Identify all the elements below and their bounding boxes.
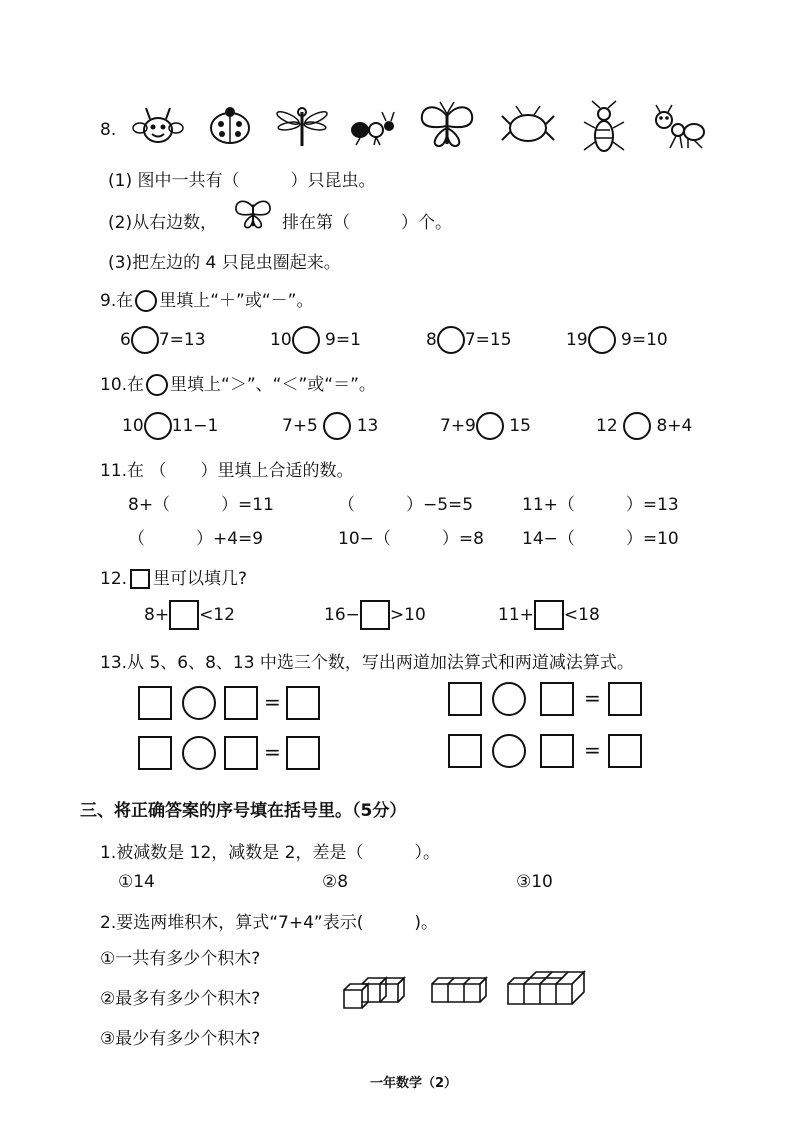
operand: 15 — [509, 416, 531, 436]
operand: 10 — [270, 330, 292, 350]
s3-q2-option-3[interactable]: ③最少有多少个积木? — [100, 1029, 261, 1049]
block-pile-2-icon — [428, 976, 492, 1008]
answer-box[interactable] — [138, 686, 172, 720]
answer-circle[interactable] — [323, 412, 351, 440]
block-pile-3-icon — [504, 970, 592, 1010]
q9-item-4 — [566, 326, 668, 354]
operand: 10 — [122, 416, 144, 436]
operand: <12 — [199, 605, 235, 625]
answer-box[interactable] — [138, 736, 172, 770]
ladybug-icon — [205, 104, 255, 146]
answer-box[interactable] — [540, 734, 574, 768]
block-pile-1-icon — [340, 976, 410, 1012]
answer-circle[interactable] — [292, 326, 320, 354]
equals-sign: = — [584, 686, 601, 710]
box-placeholder — [130, 569, 150, 589]
answer-circle[interactable] — [182, 736, 216, 770]
operand: 11+ — [498, 605, 534, 625]
q8-part3: (3)把左边的 4 只昆虫圈起来。 — [108, 253, 341, 273]
q11-item[interactable]: （ ）+4=9 — [128, 529, 264, 549]
operand: 8+ — [144, 605, 170, 625]
operand: <18 — [563, 605, 600, 625]
answer-circle[interactable] — [131, 326, 159, 354]
q9-item-2 — [270, 326, 361, 354]
answer-circle[interactable] — [492, 682, 526, 716]
answer-box[interactable] — [448, 682, 482, 716]
answer-circle[interactable] — [476, 412, 504, 440]
q8-part2-b: 排在第（ ）个。 — [282, 213, 452, 233]
operand: 7+9 — [440, 416, 476, 436]
ant-icon — [346, 108, 396, 146]
page-footer: 一年数学（2） — [370, 1076, 458, 1091]
operand: 8 — [426, 330, 437, 350]
circle-placeholder — [135, 290, 157, 312]
answer-circle[interactable] — [623, 412, 651, 440]
operand: 11−1 — [171, 416, 219, 436]
section-3-title: 三、将正确答案的序号填在括号里。（5分） — [80, 801, 407, 821]
answer-circle[interactable] — [144, 412, 172, 440]
q11-item[interactable]: 10−（ ）=8 — [338, 529, 484, 549]
q10-item-2 — [282, 412, 378, 440]
q13-title: 13.从 5、6、8、13 中选三个数，写出两道加法算式和两道减法算式。 — [100, 653, 634, 673]
answer-circle[interactable] — [437, 326, 465, 354]
operand: 6 — [120, 330, 131, 350]
butterfly-icon — [416, 100, 478, 152]
operand: 13 — [356, 416, 379, 436]
operand: 12 — [596, 416, 618, 436]
s3-q2-option-2[interactable]: ②最多有多少个积木? — [100, 989, 261, 1009]
equals-sign: = — [264, 690, 281, 714]
answer-box[interactable] — [608, 734, 642, 768]
q9-title — [100, 286, 313, 312]
s3-question-2: 2.要选两堆积木，算式“7+4”表示( )。 — [100, 913, 438, 933]
cricket-icon — [580, 100, 628, 156]
answer-circle[interactable] — [182, 686, 216, 720]
answer-circle[interactable] — [588, 326, 616, 354]
answer-box[interactable] — [224, 686, 258, 720]
question-8-number: 8. — [100, 120, 117, 140]
q10-title — [100, 370, 376, 396]
operand: 9=1 — [325, 330, 361, 350]
q10-item-3 — [440, 412, 531, 440]
q10-item-1 — [122, 412, 218, 440]
q11-item[interactable]: 8+（ ）=11 — [128, 495, 274, 515]
dragonfly-icon — [276, 104, 328, 148]
q11-item[interactable]: 11+（ ）=13 — [522, 495, 679, 515]
q9-title-prefix: 9.在 — [100, 291, 134, 311]
answer-box[interactable] — [286, 736, 320, 770]
q9-item-3 — [426, 326, 512, 354]
bee-icon — [132, 102, 184, 148]
answer-box[interactable] — [286, 686, 320, 720]
answer-box[interactable] — [224, 736, 258, 770]
s3-q1-option-1[interactable]: ①14 — [118, 872, 155, 892]
q10-title-suffix: 里填上“＞”、“＜”或“＝”。 — [170, 375, 376, 395]
q12-title-prefix: 12. — [100, 569, 128, 589]
s3-question-1: 1.被减数是 12，减数是 2，差是（ ）。 — [100, 843, 440, 863]
operand: 8+4 — [656, 416, 693, 436]
s3-q2-option-1[interactable]: ①一共有多少个积木? — [100, 949, 261, 969]
equals-sign: = — [264, 740, 281, 764]
answer-box[interactable] — [540, 682, 574, 716]
q11-item[interactable]: 14−（ ）=10 — [522, 529, 679, 549]
q9-item-1 — [120, 326, 206, 354]
q12-item-1 — [144, 600, 235, 630]
operand: 9=10 — [621, 330, 668, 350]
operand: 7=13 — [158, 330, 206, 350]
q12-title-suffix: 里可以填几? — [153, 569, 248, 589]
s3-q1-option-2[interactable]: ②8 — [322, 872, 349, 892]
answer-circle[interactable] — [492, 734, 526, 768]
q11-item[interactable]: （ ）−5=5 — [338, 495, 474, 515]
q12-item-2 — [324, 600, 426, 630]
q10-item-4 — [596, 412, 692, 440]
equals-sign: = — [584, 738, 601, 762]
q9-title-suffix: 里填上“＋”或“－”。 — [159, 291, 314, 311]
ant-icon — [648, 104, 710, 150]
operand: 7=15 — [464, 330, 512, 350]
q12-item-3 — [498, 600, 600, 630]
beetle-icon — [500, 104, 556, 150]
q12-title — [100, 564, 247, 589]
answer-box[interactable] — [608, 682, 642, 716]
q8-part1: (1) 图中一共有（ ）只昆虫。 — [108, 171, 376, 191]
answer-box[interactable] — [534, 600, 564, 630]
q10-title-prefix: 10.在 — [100, 375, 145, 395]
operand: 7+5 — [282, 416, 318, 436]
operand: 16− — [324, 605, 360, 625]
q8-part2-a: (2)从右边数， — [108, 213, 218, 233]
operand: >10 — [389, 605, 426, 625]
operand: 19 — [566, 330, 588, 350]
q11-title: 11.在 （ ）里填上合适的数。 — [100, 461, 354, 481]
circle-placeholder — [146, 374, 168, 396]
answer-box[interactable] — [360, 600, 390, 630]
butterfly-icon — [232, 196, 274, 232]
answer-box[interactable] — [169, 600, 199, 630]
s3-q1-option-3[interactable]: ③10 — [516, 872, 553, 892]
answer-box[interactable] — [448, 734, 482, 768]
